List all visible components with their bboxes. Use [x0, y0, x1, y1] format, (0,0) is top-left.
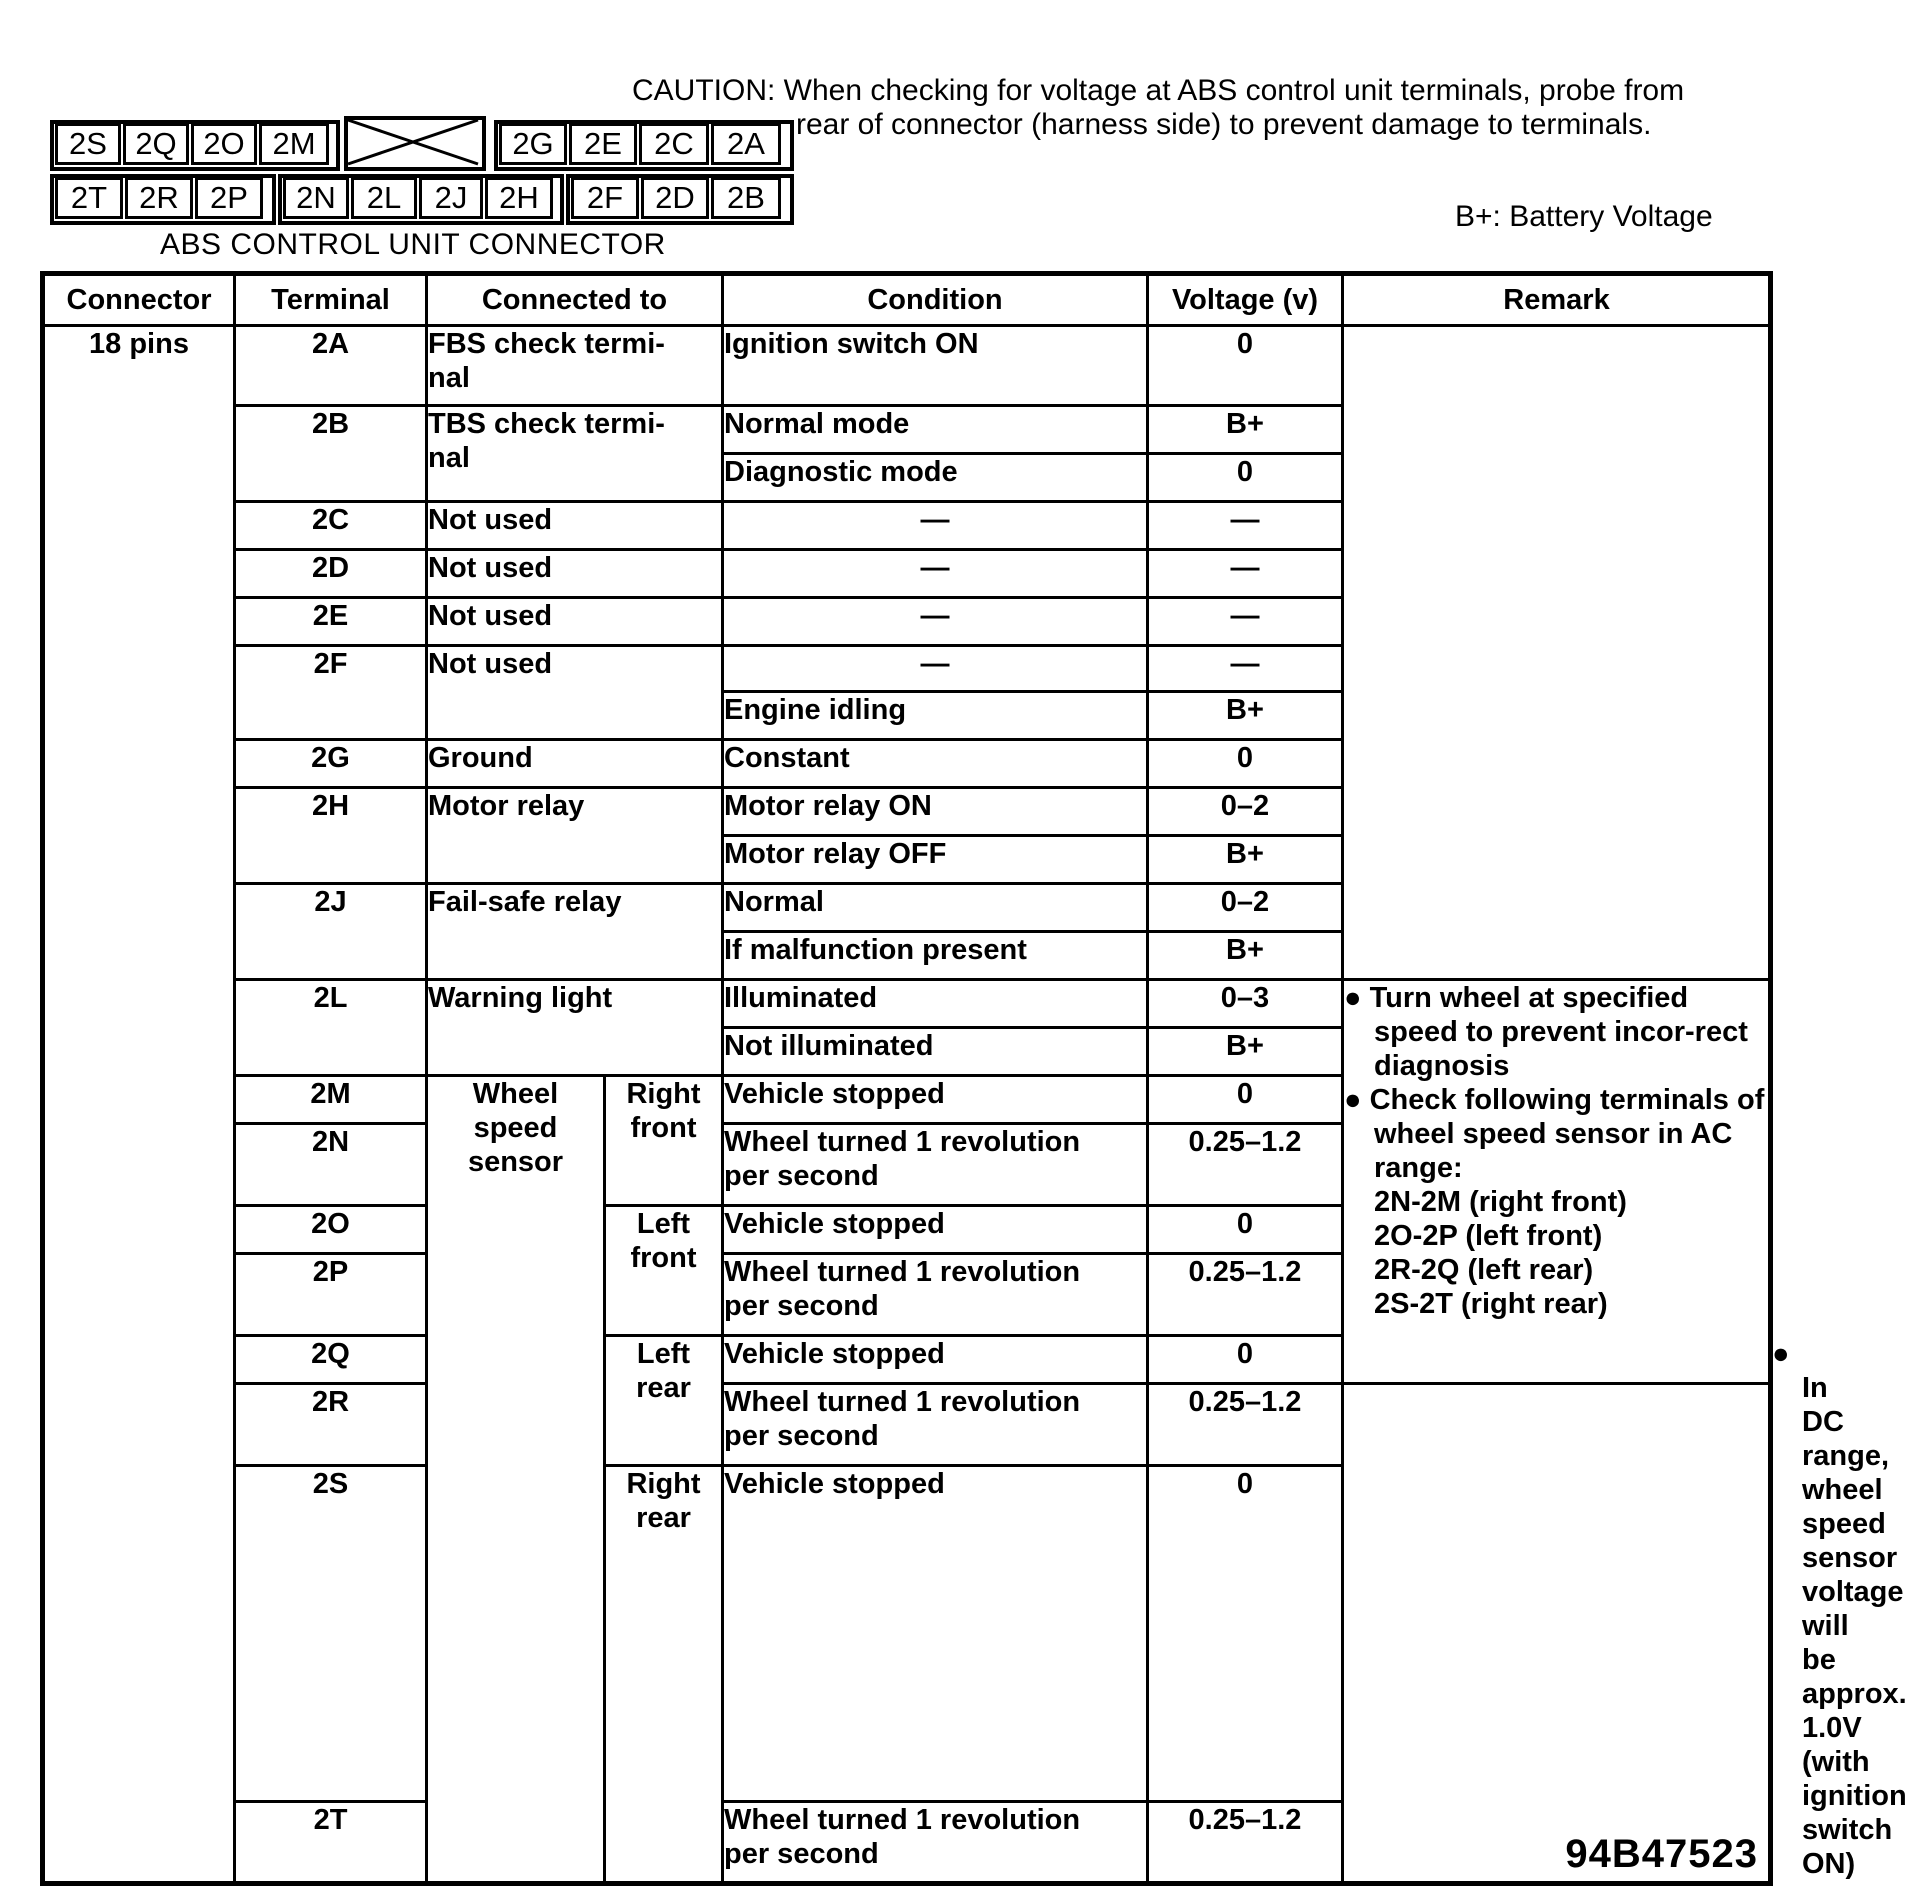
connector-label: ABS CONTROL UNIT CONNECTOR — [160, 228, 666, 261]
remark-pair: 2N-2M (right front) — [1374, 1186, 1627, 1218]
condition-cell: Wheel turned 1 revolution per second — [723, 1802, 1148, 1884]
connector-pin: 2N — [283, 177, 349, 219]
terminal-cell: 2N — [235, 1124, 427, 1206]
condition-cell: Normal mode — [723, 406, 1148, 454]
connected-to-cell: Not used — [427, 598, 723, 646]
voltage-cell: 0.25–1.2 — [1148, 1802, 1343, 1884]
remark-ac-range — [1343, 980, 1771, 1384]
voltage-cell: 0 — [1148, 454, 1343, 502]
condition-cell: Wheel turned 1 revolution per second — [723, 1254, 1148, 1336]
table-header-row — [43, 274, 1771, 326]
remark-bullet: ● In DC range, wheel speed sensor voltage will be approx. 1.0V — [1772, 1338, 1907, 1744]
voltage-cell: 0 — [1148, 1336, 1343, 1384]
connected-to-cell: Not used — [427, 646, 723, 740]
condition-cell: Vehicle stopped — [723, 1076, 1148, 1124]
terminal-cell: 2B — [235, 406, 427, 502]
voltage-cell: — — [1148, 502, 1343, 550]
terminal-cell: 2S — [235, 1466, 427, 1802]
terminal-cell: 2D — [235, 550, 427, 598]
header-terminal: Terminal — [235, 274, 427, 326]
header-remark: Remark — [1343, 274, 1771, 326]
connector-pin: 2F — [571, 177, 639, 219]
caution-note — [632, 74, 1792, 142]
connector-pin: 2O — [191, 123, 257, 165]
condition-cell: Vehicle stopped — [723, 1466, 1148, 1802]
voltage-cell: — — [1148, 646, 1343, 692]
table-row — [43, 1466, 1771, 1802]
connector-cell: 18 pins — [43, 326, 235, 1884]
voltage-cell: 0.25–1.2 — [1148, 1124, 1343, 1206]
connector-pin: 2L — [351, 177, 417, 219]
condition-cell: Vehicle stopped — [723, 1336, 1148, 1384]
condition-cell: Wheel turned 1 revolution per second — [723, 1384, 1148, 1466]
terminal-cell: 2E — [235, 598, 427, 646]
condition-cell: Vehicle stopped — [723, 1206, 1148, 1254]
voltage-cell: 0 — [1148, 1076, 1343, 1124]
remark-pair: 2S-2T (right rear) — [1374, 1288, 1608, 1320]
terminal-cell: 2H — [235, 788, 427, 884]
voltage-cell: 0 — [1148, 326, 1343, 406]
condition-cell: Engine idling — [723, 692, 1148, 740]
terminal-cell: 2G — [235, 740, 427, 788]
voltage-cell: 0 — [1148, 740, 1343, 788]
connector-pin: 2Q — [123, 123, 189, 165]
terminal-cell: 2A — [235, 326, 427, 406]
voltage-cell: 0–3 — [1148, 980, 1343, 1028]
terminal-cell: 2Q — [235, 1336, 427, 1384]
condition-cell: Not illuminated — [723, 1028, 1148, 1076]
header-connector: Connector — [43, 274, 235, 326]
voltage-cell: — — [1148, 550, 1343, 598]
condition-cell: — — [723, 550, 1148, 598]
voltage-cell: 0–2 — [1148, 884, 1343, 932]
blank-cross-icon — [348, 120, 478, 164]
condition-cell: — — [723, 502, 1148, 550]
connected-to-cell: Motor relay — [427, 788, 723, 884]
position-cell: Left front — [605, 1206, 723, 1336]
condition-cell: Wheel turned 1 revolution per second — [723, 1124, 1148, 1206]
condition-cell: If malfunction present — [723, 932, 1148, 980]
header-condition: Condition — [723, 274, 1148, 326]
voltage-cell: 0 — [1148, 1206, 1343, 1254]
condition-cell: Diagnostic mode — [723, 454, 1148, 502]
connected-to-cell: TBS check termi- nal — [427, 406, 723, 502]
condition-cell: Normal — [723, 884, 1148, 932]
connected-to-cell: Fail-safe relay — [427, 884, 723, 980]
terminal-cell: 2C — [235, 502, 427, 550]
table-row — [43, 1384, 1771, 1466]
voltage-cell: 0–2 — [1148, 788, 1343, 836]
remark-pair: 2R-2Q (left rear) — [1374, 1254, 1594, 1286]
remark-bullet: ● Turn wheel at specified speed to prevent incor-rect diagnosis — [1344, 982, 1748, 1082]
table-row — [43, 1802, 1771, 1884]
terminal-cell: 2L — [235, 980, 427, 1076]
terminal-cell: 2T — [235, 1802, 427, 1884]
remark-bullet: ● Check following terminals of wheel speed sensor in AC range: — [1344, 1084, 1765, 1184]
connector-pin: 2H — [485, 177, 553, 219]
connector-pin: 2S — [55, 123, 121, 165]
voltage-cell: B+ — [1148, 406, 1343, 454]
connector-pin: 2J — [419, 177, 483, 219]
terminal-cell: 2M — [235, 1076, 427, 1124]
caution-line-1: CAUTION: When checking for voltage at ABS control unit terminals, probe from — [632, 74, 1685, 107]
condition-cell: Ignition switch ON — [723, 326, 1148, 406]
header-connected-to: Connected to — [427, 274, 723, 326]
voltage-cell: B+ — [1148, 692, 1343, 740]
connector-pin: 2P — [195, 177, 263, 219]
condition-cell: Illuminated — [723, 980, 1148, 1028]
connector-pin: 2T — [55, 177, 123, 219]
voltage-cell: 0 — [1148, 1466, 1343, 1802]
connector-pin: 2E — [569, 123, 637, 165]
connected-to-cell: FBS check termi- nal — [427, 326, 723, 406]
voltage-cell: 0.25–1.2 — [1148, 1254, 1343, 1336]
connector-pin: 2B — [711, 177, 781, 219]
terminal-cell: 2P — [235, 1254, 427, 1336]
table-row — [43, 326, 1771, 406]
voltage-cell: 0.25–1.2 — [1148, 1384, 1343, 1466]
battery-voltage-note: B+: Battery Voltage — [1455, 200, 1713, 233]
position-cell: Right rear — [605, 1466, 723, 1884]
terminal-cell: 2F — [235, 646, 427, 740]
header-voltage: Voltage (v) — [1148, 274, 1343, 326]
connected-to-cell: Not used — [427, 550, 723, 598]
position-cell: Left rear — [605, 1336, 723, 1466]
remark-cell-empty — [1343, 326, 1771, 980]
caution-line-2: rear of connector (harness side) to prevent damage to terminals. — [796, 108, 1652, 141]
connector-pin: 2G — [499, 123, 567, 165]
connector-pin: 2M — [259, 123, 329, 165]
voltage-cell: B+ — [1148, 1028, 1343, 1076]
connector-pin: 2D — [641, 177, 709, 219]
figure-code: 94B47523 — [1565, 1832, 1758, 1876]
wheel-speed-sensor-cell: Wheel speed sensor — [427, 1076, 605, 1884]
voltage-cell: B+ — [1148, 932, 1343, 980]
remark-pair: 2O-2P (left front) — [1374, 1220, 1603, 1252]
condition-cell: — — [723, 646, 1148, 692]
remark-note: (with ignition switch ON) — [1802, 1746, 1907, 1880]
connector-pin: 2R — [125, 177, 193, 219]
terminal-cell: 2J — [235, 884, 427, 980]
connector-pin: 2A — [711, 123, 781, 165]
condition-cell: Constant — [723, 740, 1148, 788]
voltage-cell: B+ — [1148, 836, 1343, 884]
connector-diagram — [50, 120, 790, 225]
terminal-cell: 2O — [235, 1206, 427, 1254]
terminal-voltage-table — [40, 271, 1907, 1886]
condition-cell: Motor relay ON — [723, 788, 1148, 836]
condition-cell: Motor relay OFF — [723, 836, 1148, 884]
condition-cell: — — [723, 598, 1148, 646]
table-row — [43, 980, 1771, 1028]
connected-to-cell: Not used — [427, 502, 723, 550]
voltage-cell: — — [1148, 598, 1343, 646]
connected-to-cell: Warning light — [427, 980, 723, 1076]
connected-to-cell: Ground — [427, 740, 723, 788]
position-cell: Right front — [605, 1076, 723, 1206]
terminal-cell: 2R — [235, 1384, 427, 1466]
connector-pin: 2C — [639, 123, 709, 165]
